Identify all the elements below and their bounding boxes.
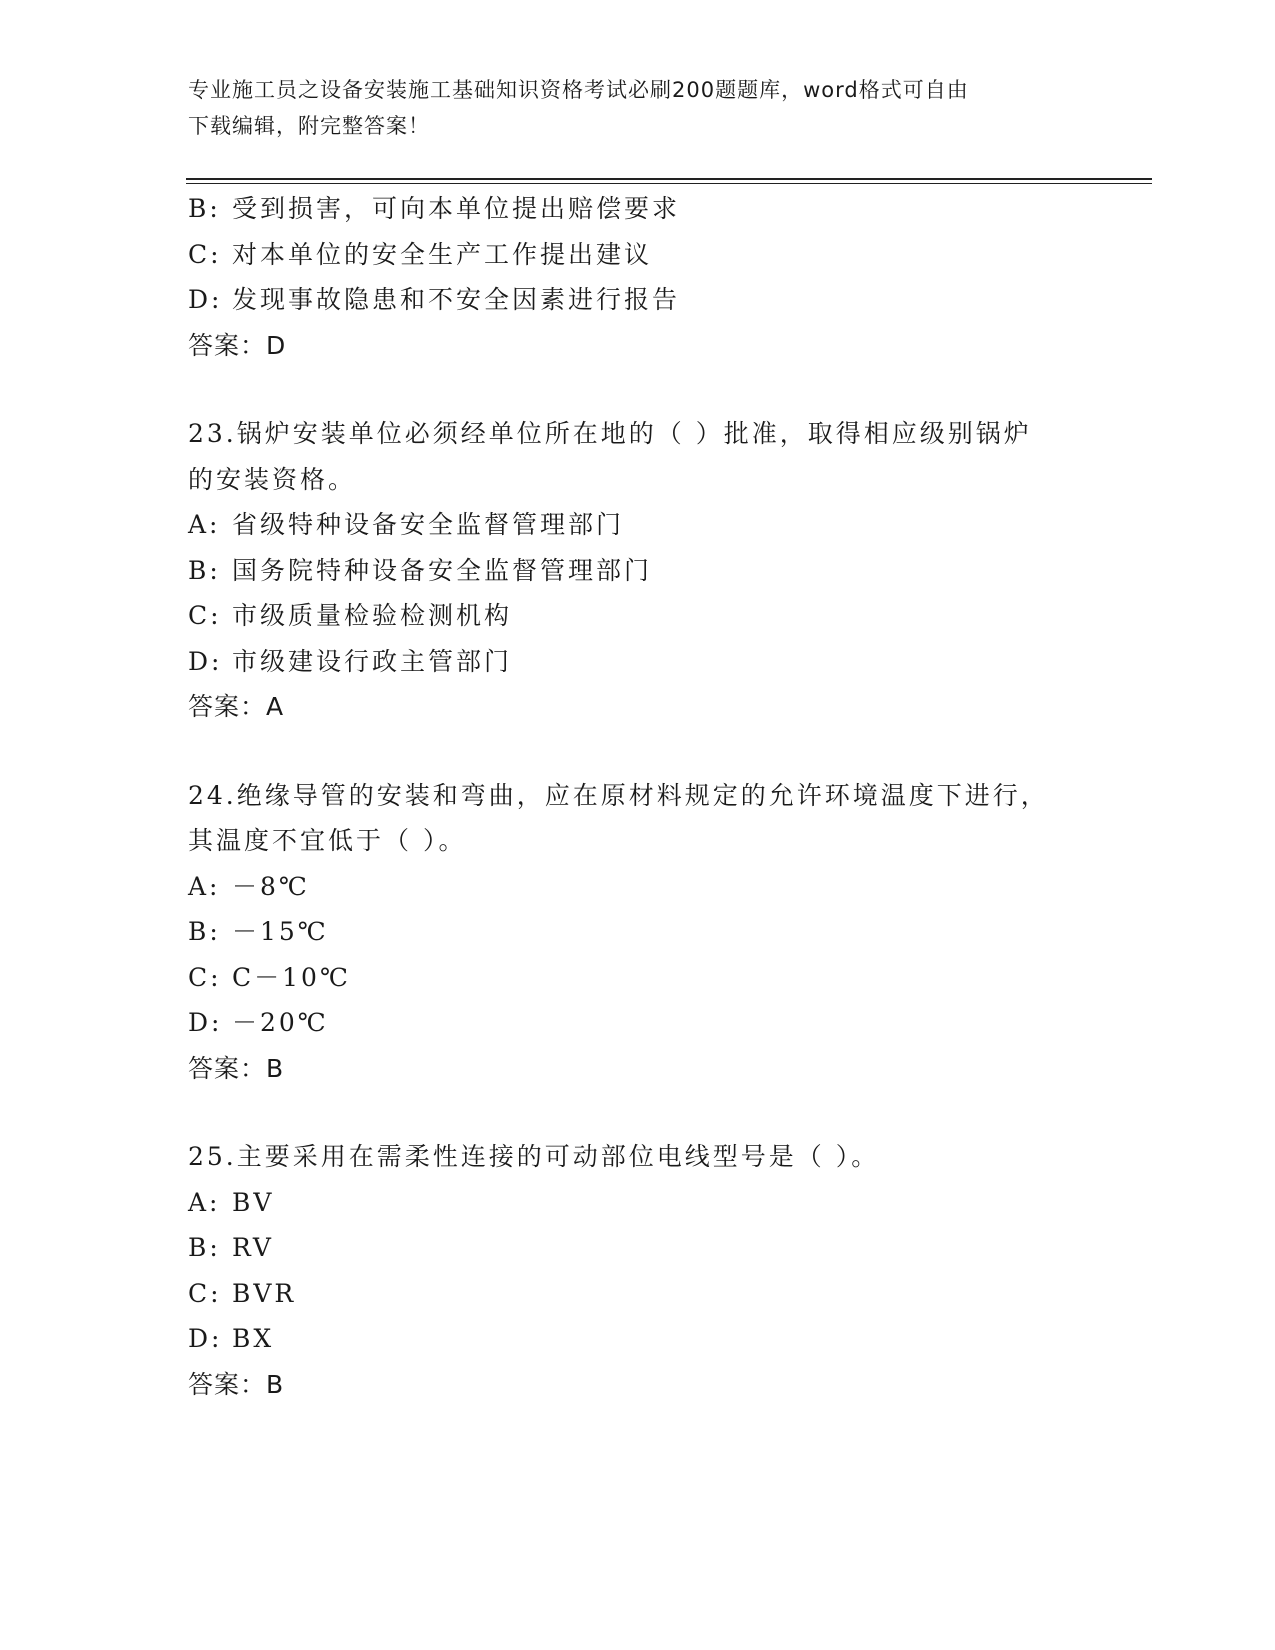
option-text: BV [232,1187,275,1217]
option-label: D: [188,1324,223,1353]
option-label: C: [188,239,222,269]
option-c [188,1271,1088,1317]
option-a [188,502,1088,548]
option-d [188,639,1088,685]
option-label: C: [188,962,222,992]
answer: 答案：B [188,1369,285,1399]
option-text: C－10℃ [232,962,351,992]
question-stem: 24.绝缘导管的安装和弯曲，应在原材料规定的允许环境温度下进行， [188,780,1049,810]
answer: 答案：A [188,692,285,721]
option-b [188,186,1088,232]
option-label: A: [188,1187,221,1217]
option-d [188,1000,1088,1046]
header-line-2: 下载编辑，附完整答案！ [188,114,430,138]
option-a [188,1180,1088,1226]
option-d [188,1316,1088,1362]
option-text: 市级建设行政主管部门 [232,646,513,676]
answer: 答案：B [188,1053,285,1083]
header-divider-thin [186,183,1152,184]
question-25 [188,1134,1088,1407]
option-text: －8℃ [232,871,310,901]
document-header [188,72,1068,144]
option-label: D: [188,285,223,314]
option-c [188,232,1088,278]
option-text: RV [232,1233,274,1262]
question-23 [188,411,1088,730]
option-text: 市级质量检验检测机构 [232,601,513,630]
option-a [188,864,1088,910]
option-label: C: [188,1278,222,1308]
option-text: 受到损害，可向本单位提出赔偿要求 [232,194,681,223]
option-text: BX [232,1324,275,1353]
question-24 [188,773,1088,1092]
option-label: A: [188,871,221,901]
question-stem: 23.锅炉安装单位必须经单位所在地的（ ）批准，取得相应级别锅炉 [188,419,1032,448]
option-c [188,955,1088,1001]
header-line-1: 专业施工员之设备安装施工基础知识资格考试必刷200题题库，word格式可自由 [188,78,969,102]
option-c [188,593,1088,639]
option-text: －15℃ [232,917,329,946]
question-stem-continued: 其温度不宜低于（ ）。 [188,826,467,855]
option-label: C: [188,601,222,630]
option-label: D: [188,1008,223,1037]
question-stem: 25.主要采用在需柔性连接的可动部位电线型号是（ ）。 [188,1142,880,1171]
option-b [188,909,1088,955]
option-label: B: [188,917,221,946]
option-d [188,277,1088,323]
question-22-continued [188,186,1088,368]
option-text: 省级特种设备安全监督管理部门 [232,510,625,539]
option-text: 国务院特种设备安全监督管理部门 [232,555,653,585]
option-b [188,1225,1088,1271]
option-text: 发现事故隐患和不安全因素进行报告 [232,285,681,314]
option-label: B: [188,555,221,585]
option-label: B: [188,194,221,223]
option-text: －20℃ [232,1008,329,1037]
option-text: 对本单位的安全生产工作提出建议 [232,239,653,269]
option-label: B: [188,1233,221,1262]
option-b [188,548,1088,594]
question-stem-continued: 的安装资格。 [188,464,357,494]
answer: 答案：D [188,330,287,360]
option-label: A: [188,510,221,539]
option-text: BVR [232,1278,297,1308]
header-divider-thick [186,178,1152,180]
option-label: D: [188,646,223,676]
question-content [188,186,1088,1407]
